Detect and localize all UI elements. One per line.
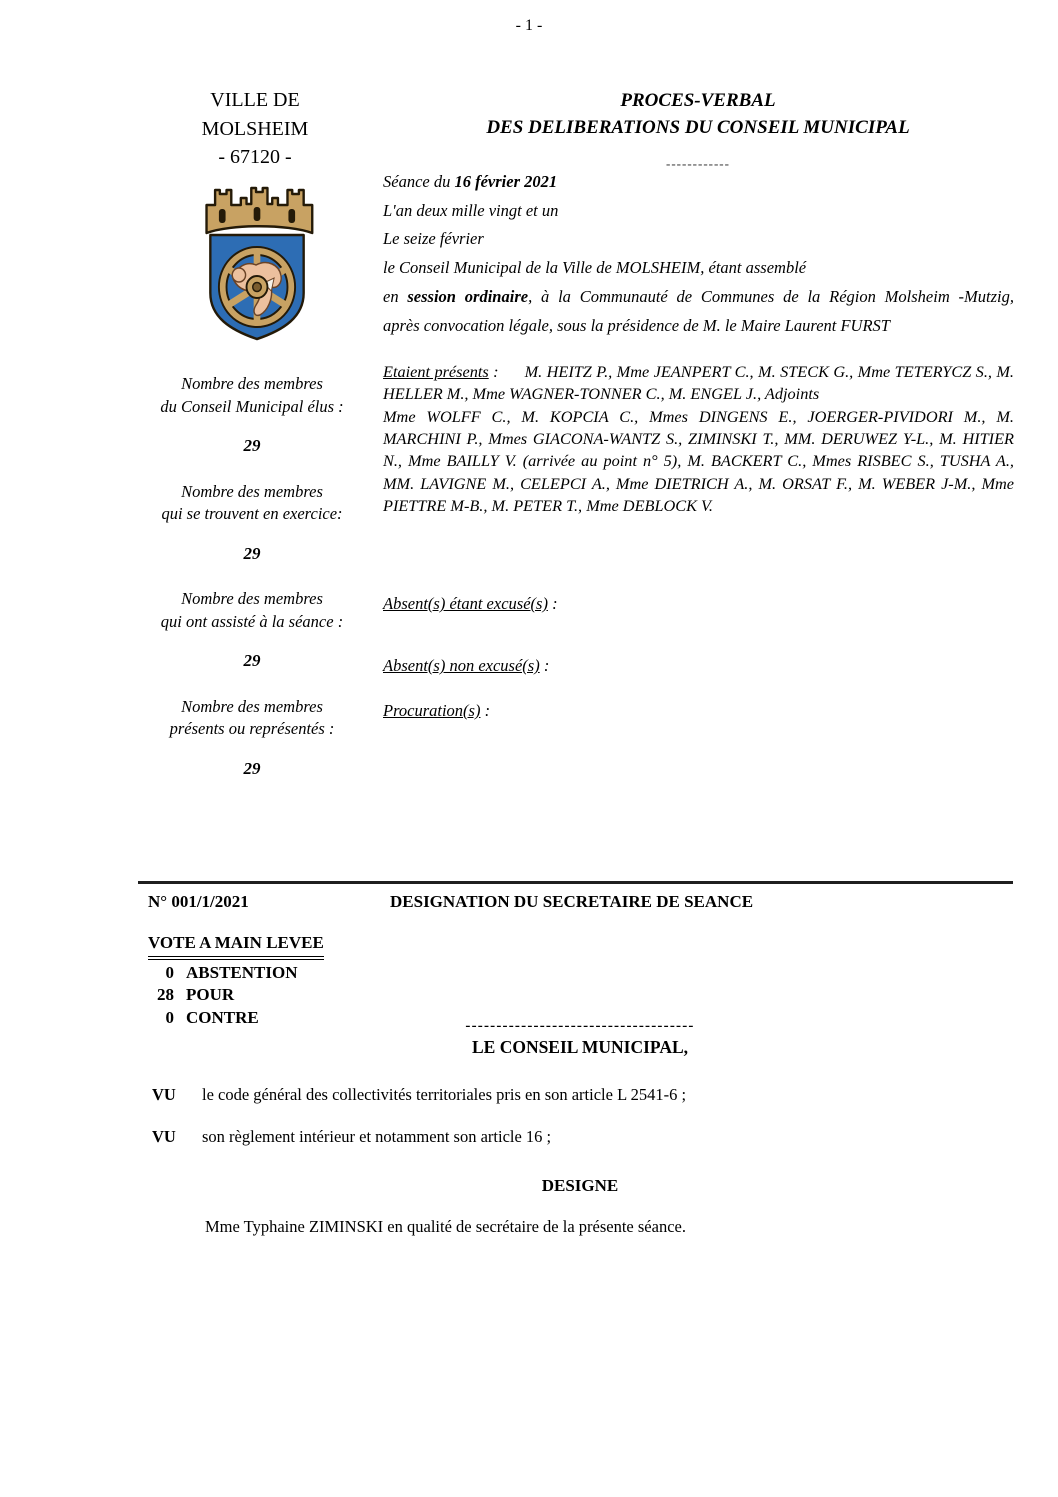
attendees-part2: Mme WOLFF C., M. KOPCIA C., Mmes DINGENS E., JOERGER-PIVIDORI M., M. MARCHINI P., Mmes GIACONA-WANTZ S., ZIMINSKI T., MM. DERUWEZ Y-L., M. HITIER N., Mme BAILLY V. (arrivée au point n° 5), M. BACKERT C., Mmes RISBEC S., TUSHA A., MM. LAVIGNE M., CELEPCI A., Mme DIETRICH A., M. ORSAT F., M. WEBER J-M., Mme PIETTRE M-B., M. PETER T., Mme DEBLOCK V.: [383, 406, 1014, 516]
member-count-in-office: [128, 481, 376, 566]
vote-count: 0: [165, 962, 174, 982]
city-name-line1: VILLE DE: [210, 89, 300, 111]
document-title-line1: PROCES-VERBAL: [620, 90, 776, 111]
session-assembly-line: le Conseil Municipal de la Ville de MOLSHEIM, étant assemblé: [383, 258, 807, 278]
session-info: [383, 168, 1014, 340]
designe-text: Mme Typhaine ZIMINSKI en qualité de secrétaire de la présente séance.: [205, 1217, 686, 1236]
vote-row-abstention: [148, 962, 324, 985]
session-type-pre: en: [383, 286, 408, 306]
session-type-bold: session ordinaire: [407, 286, 529, 306]
present-names-1: M. HEITZ P., Mme JEANPERT C., M. STECK G., Mme TETERYCZ S., M. HELLER M., Mme WAGNER-TONNER C., M. ENGEL J., Adjoints: [383, 362, 1015, 404]
session-type-post: , à la Communauté de Communes de la Région Molsheim -Mutzig,: [528, 286, 1015, 306]
figure-head: [232, 268, 245, 282]
member-count-value: 29: [243, 543, 261, 563]
member-counts: [128, 373, 376, 803]
member-count-value: 29: [243, 436, 261, 455]
vu-list: [152, 1085, 1012, 1169]
session-year-line: L'an deux mille vingt et un: [383, 200, 559, 220]
vote-count: 28: [157, 985, 174, 1005]
present-colon: :: [488, 362, 499, 381]
absent-not-excused-line: Absent(s) non excusé(s) :: [383, 656, 550, 675]
vote-block: [148, 932, 324, 1029]
crown-window-left: [219, 209, 226, 223]
procurations-label: Procuration(s): [383, 701, 481, 720]
attendees-part1: [383, 361, 1014, 406]
deliberation-number: N° 001/1/2021: [148, 892, 249, 911]
absent-excused-label: Absent(s) étant excusé(s): [383, 594, 548, 613]
absent-excused-line: Absent(s) étant excusé(s) :: [383, 594, 558, 613]
vu-item: [152, 1127, 1012, 1147]
member-count-present-represented: [128, 696, 376, 781]
deliberation-title: DESIGNATION DU SECRETAIRE DE SEANCE: [390, 892, 754, 911]
member-label: Nombre des membres présents ou représentés :: [169, 696, 335, 738]
member-count-attended: [128, 588, 376, 673]
city-postcode: - 67120 -: [218, 146, 292, 168]
page-number: - 1 -: [515, 17, 543, 34]
session-convocation-line: après convocation légale, sous la présidence de M. le Maire Laurent FURST: [383, 315, 890, 335]
designe-heading: DESIGNE: [541, 1176, 619, 1195]
member-label: Nombre des membres qui se trouvent en exercice:: [161, 481, 343, 523]
member-count-elected: [128, 373, 376, 458]
vu-prefix: VU: [152, 1085, 176, 1104]
seance-date: 16 février 2021: [454, 172, 558, 191]
vu-item: [152, 1085, 1012, 1105]
crown-window-center: [254, 207, 261, 221]
vote-label: CONTRE: [186, 1007, 259, 1027]
vu-text: le code général des collectivités territoriales pris en son article L 2541-6 ;: [202, 1085, 687, 1104]
section-divider-rule: [138, 881, 1013, 884]
document-title: [382, 87, 1014, 177]
session-day-line: Le seize février: [383, 229, 484, 249]
member-label: Nombre des membres du Conseil Municipal élus :: [160, 374, 344, 416]
attendees-paragraph: [383, 361, 1014, 517]
title-separator: ------------: [666, 156, 730, 171]
vote-label: POUR: [186, 985, 235, 1005]
city-name-line2: MOLSHEIM: [201, 117, 309, 140]
member-count-value: 29: [243, 758, 261, 778]
wheel-hub-center: [253, 283, 262, 292]
crown-window-right: [288, 209, 295, 223]
council-heading: LE CONSEIL MUNICIPAL,: [471, 1037, 689, 1057]
seance-prefix: Séance du: [383, 172, 455, 191]
vote-row-pour: [148, 984, 324, 1007]
deliberation-heading: [148, 892, 1010, 912]
member-count-value: 29: [243, 651, 261, 670]
procurations-line: Procuration(s) :: [383, 701, 491, 720]
vu-prefix: VU: [152, 1127, 176, 1146]
molsheim-coat-of-arms-icon: [197, 183, 317, 347]
seance-date-line: [383, 168, 1014, 197]
absent-not-excused-label: Absent(s) non excusé(s): [383, 656, 540, 675]
member-label: Nombre des membres qui ont assisté à la séance :: [160, 589, 344, 631]
vu-text: son règlement intérieur et notamment son article 16 ;: [202, 1127, 552, 1146]
document-title-line2: DES DELIBERATIONS DU CONSEIL MUNICIPAL: [486, 117, 910, 138]
vote-count: 0: [165, 1007, 174, 1027]
vote-label: ABSTENTION: [186, 962, 298, 982]
dashed-separator: -------------------------------------: [465, 1018, 695, 1034]
city-header: [140, 86, 370, 172]
vote-heading: VOTE A MAIN LEVEE: [148, 932, 324, 960]
session-type-line: [383, 283, 1014, 312]
present-label: Etaient présents: [383, 362, 489, 381]
